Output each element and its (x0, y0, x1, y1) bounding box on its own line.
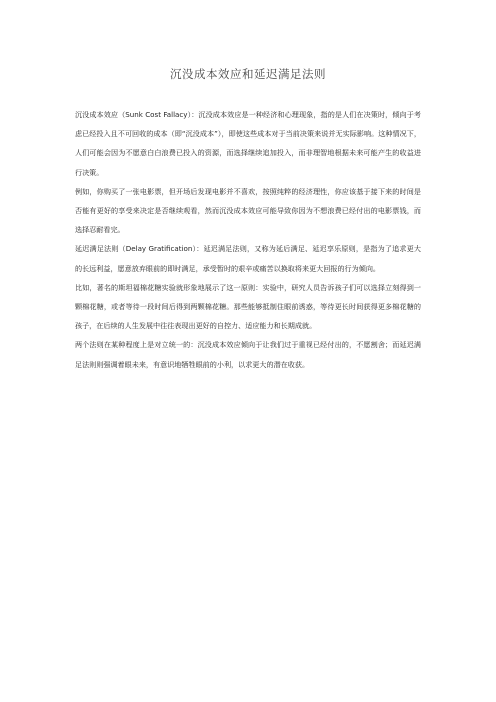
paragraph-delay-gratification-definition: 延迟满足法则（Delay Gratification）：延迟满足法则，又称为延后满足、延迟享乐原则，是指为了追求更大的长远利益，愿意放弃眼前的即时满足，承受暂时的艰辛或痛苦以换取将来更大回报的行为倾向。 (75, 244, 421, 273)
document-title: 沉没成本效应和延迟满足法则 (170, 67, 326, 81)
paragraph-comparison: 两个法则在某种程度上是对立统一的：沉没成本效应倾向于让我们过于重视已经付出的，不愿割舍；而延迟满足法则则强调着眼未来，有意识地牺牲眼前的小利，以求更大的潜在收获。 (75, 340, 421, 369)
paragraph-marshmallow-experiment: 比如，著名的斯坦福棉花糖实验就形象地展示了这一原则：实验中，研究人员告诉孩子们可以选择立刻得到一颗棉花糖，或者等待一段时间后得到两颗棉花糖。那些能够抵制住眼前诱惑，等待更长时间获得更多棉花糖的孩子，在后续的人生发展中往往表现出更好的自控力、适应能力和长期成就。 (75, 282, 421, 331)
paragraph-movie-ticket-example: 例如，你购买了一张电影票，但开场后发现电影并不喜欢，按照纯粹的经济理性，你应该基于接下来的时间是否能有更好的享受来决定是否继续观看，然而沉没成本效应可能导致你因为不想浪费已经付出的电影票钱，而选择忍耐看完。 (75, 186, 421, 235)
paragraph-sunk-cost-definition: 沉没成本效应（Sunk Cost Fallacy）：沉没成本效应是一种经济和心理现象，指的是人们在决策时，倾向于考虑已经投入且不可回收的成本（即“沉没成本”），即使这些成本对于当前决策来说并无实际影响。这种情况下，人们可能会因为不愿意白白浪费已投入的资源，而选择继续追加投入，而非理智地根据未来可能产生的收益进行决策。 (75, 110, 421, 177)
